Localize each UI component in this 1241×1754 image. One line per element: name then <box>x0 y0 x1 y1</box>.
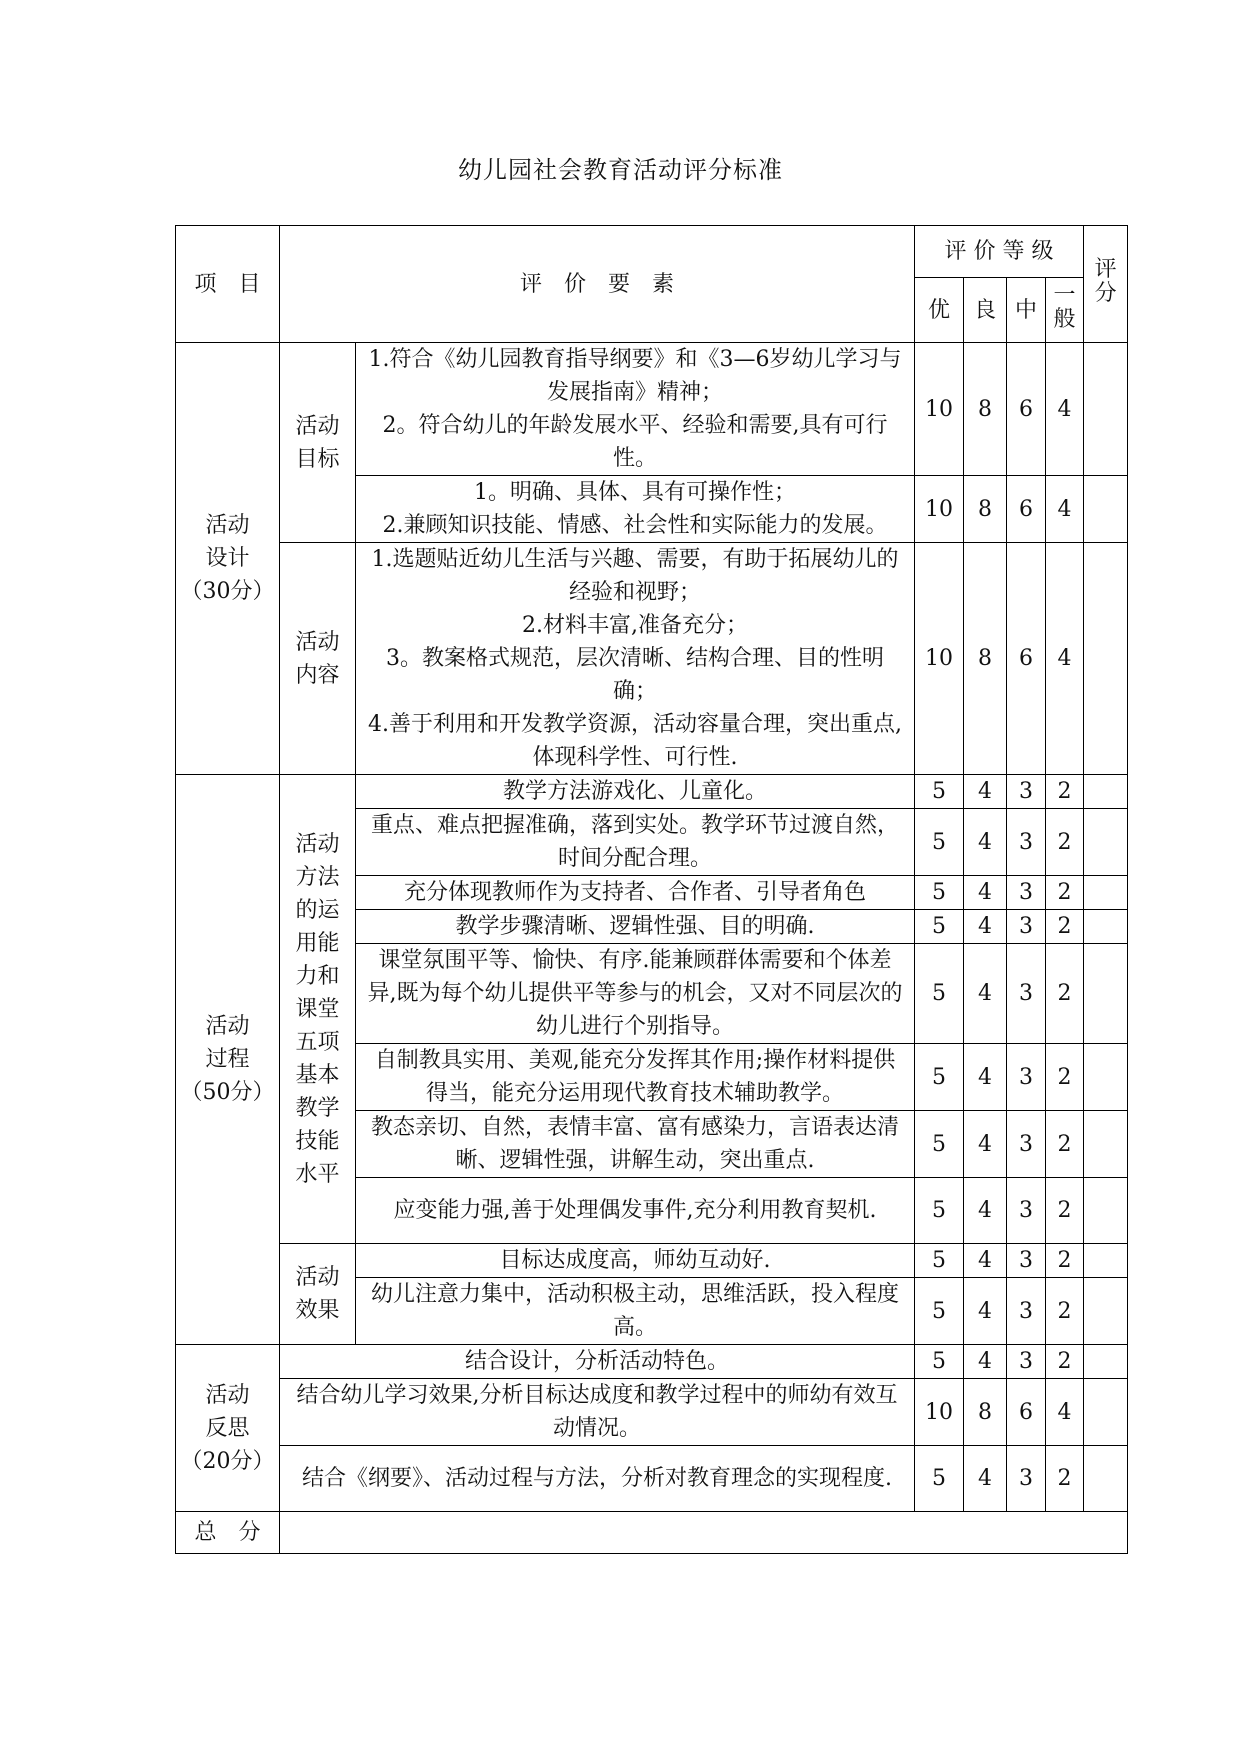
criterion: 1.符合《幼儿园教育指导纲要》和《3—6岁幼儿学习与发展指南》精神； 2。符合幼儿的年龄发展水平、经验和需要,具有可行性。 <box>356 343 915 476</box>
score-cell[interactable] <box>1084 1345 1128 1379</box>
subitem-goal: 活动 目标 <box>280 343 356 543</box>
grade-medium: 中 <box>1007 278 1046 343</box>
score-good: 8 <box>964 476 1007 543</box>
score-medium: 6 <box>1007 543 1046 775</box>
score-fair: 2 <box>1046 1244 1084 1278</box>
criterion: 幼儿注意力集中，活动积极主动，思维活跃，投入程度高。 <box>356 1278 915 1345</box>
score-cell[interactable] <box>1084 775 1128 809</box>
score-medium: 3 <box>1007 910 1046 944</box>
header-score: 评分 <box>1084 226 1128 343</box>
score-fair: 2 <box>1046 775 1084 809</box>
criterion: 结合设计，分析活动特色。 <box>280 1345 915 1379</box>
score-medium: 3 <box>1007 1111 1046 1178</box>
criterion: 教态亲切、自然，表情丰富、富有感染力，言语表达清晰、逻辑性强，讲解生动，突出重点. <box>356 1111 915 1178</box>
score-medium: 3 <box>1007 1446 1046 1512</box>
score-cell[interactable] <box>1084 543 1128 775</box>
score-good: 4 <box>964 1446 1007 1512</box>
score-fair: 2 <box>1046 809 1084 876</box>
score-good: 4 <box>964 876 1007 910</box>
criterion: 教学方法游戏化、儿童化。 <box>356 775 915 809</box>
criterion: 充分体现教师作为支持者、合作者、引导者角色 <box>356 876 915 910</box>
score-excellent: 10 <box>915 543 964 775</box>
criterion: 重点、难点把握准确，落到实处。教学环节过渡自然，时间分配合理。 <box>356 809 915 876</box>
table-row <box>176 1244 1128 1278</box>
header-item: 项 目 <box>176 226 280 343</box>
score-fair: 4 <box>1046 543 1084 775</box>
score-cell[interactable] <box>1084 1044 1128 1111</box>
score-fair: 4 <box>1046 343 1084 476</box>
score-excellent: 5 <box>915 910 964 944</box>
score-medium: 3 <box>1007 1044 1046 1111</box>
score-cell[interactable] <box>1084 809 1128 876</box>
score-cell[interactable] <box>1084 876 1128 910</box>
score-excellent: 10 <box>915 476 964 543</box>
score-excellent: 5 <box>915 1111 964 1178</box>
score-medium: 3 <box>1007 1345 1046 1379</box>
score-good: 4 <box>964 910 1007 944</box>
criterion: 课堂氛围平等、愉快、有序.能兼顾群体需要和个体差异,既为每个幼儿提供平等参与的机会，又对不同层次的幼儿进行个别指导。 <box>356 944 915 1044</box>
score-medium: 3 <box>1007 809 1046 876</box>
score-excellent: 5 <box>915 1044 964 1111</box>
subitem-effect: 活动 效果 <box>280 1244 356 1345</box>
criterion: 自制教具实用、美观,能充分发挥其作用;操作材料提供得当，能充分运用现代教育技术辅助教学。 <box>356 1044 915 1111</box>
score-good: 4 <box>964 775 1007 809</box>
score-medium: 6 <box>1007 476 1046 543</box>
score-excellent: 5 <box>915 1244 964 1278</box>
score-medium: 6 <box>1007 1379 1046 1446</box>
score-excellent: 5 <box>915 876 964 910</box>
table-row <box>176 1446 1128 1512</box>
score-fair: 4 <box>1046 476 1084 543</box>
total-label: 总 分 <box>176 1512 280 1554</box>
header-row <box>176 226 1128 278</box>
score-good: 4 <box>964 1178 1007 1244</box>
score-good: 8 <box>964 1379 1007 1446</box>
score-fair: 2 <box>1046 1111 1084 1178</box>
score-fair: 2 <box>1046 910 1084 944</box>
score-excellent: 5 <box>915 1278 964 1345</box>
grade-excellent: 优 <box>915 278 964 343</box>
score-cell[interactable] <box>1084 1111 1128 1178</box>
score-good: 4 <box>964 944 1007 1044</box>
score-medium: 3 <box>1007 944 1046 1044</box>
score-fair: 2 <box>1046 1178 1084 1244</box>
section-reflection: 活动 反思 （20分） <box>176 1345 280 1512</box>
subitem-method: 活动 方法 的运 用能 力和 课堂 五项 基本 教学 技能 水平 <box>280 775 356 1244</box>
score-good: 4 <box>964 1345 1007 1379</box>
score-medium: 3 <box>1007 775 1046 809</box>
score-fair: 2 <box>1046 944 1084 1044</box>
table-row <box>176 543 1128 775</box>
score-excellent: 5 <box>915 1178 964 1244</box>
table-row <box>176 1345 1128 1379</box>
score-excellent: 10 <box>915 343 964 476</box>
score-excellent: 10 <box>915 1379 964 1446</box>
criterion: 结合幼儿学习效果,分析目标达成度和教学过程中的师幼有效互动情况。 <box>280 1379 915 1446</box>
table-row <box>176 1379 1128 1446</box>
score-cell[interactable] <box>1084 944 1128 1044</box>
score-good: 4 <box>964 1244 1007 1278</box>
section-process: 活动 过程 （50分） <box>176 775 280 1345</box>
score-medium: 6 <box>1007 343 1046 476</box>
score-fair: 2 <box>1046 1044 1084 1111</box>
score-good: 8 <box>964 343 1007 476</box>
criterion: 1.选题贴近幼儿生活与兴趣、需要，有助于拓展幼儿的经验和视野； 2.材料丰富,准备充分； 3。教案格式规范，层次清晰、结构合理、目的性明确； 4.善于利用和开发教学资源，活动容量合理，突出重点,体现科学性、可行性. <box>356 543 915 775</box>
score-cell[interactable] <box>1084 1446 1128 1512</box>
grade-fair: 一般 <box>1046 278 1084 343</box>
criterion: 教学步骤清晰、逻辑性强、目的明确. <box>356 910 915 944</box>
section-design: 活动 设计 （30分） <box>176 343 280 775</box>
grade-good: 良 <box>964 278 1007 343</box>
rubric-table <box>175 225 1128 1554</box>
score-good: 8 <box>964 543 1007 775</box>
score-fair: 2 <box>1046 1446 1084 1512</box>
score-cell[interactable] <box>1084 1278 1128 1345</box>
score-cell[interactable] <box>1084 1178 1128 1244</box>
table-row <box>176 343 1128 476</box>
score-excellent: 5 <box>915 944 964 1044</box>
score-cell[interactable] <box>1084 1244 1128 1278</box>
score-excellent: 5 <box>915 809 964 876</box>
score-medium: 3 <box>1007 1178 1046 1244</box>
criterion: 目标达成度高，师幼互动好. <box>356 1244 915 1278</box>
score-medium: 3 <box>1007 1244 1046 1278</box>
score-fair: 4 <box>1046 1379 1084 1446</box>
score-medium: 3 <box>1007 1278 1046 1345</box>
header-grade: 评 价 等 级 <box>915 226 1084 278</box>
score-excellent: 5 <box>915 775 964 809</box>
score-cell[interactable] <box>1084 910 1128 944</box>
total-score-cell[interactable] <box>280 1512 1128 1554</box>
score-excellent: 5 <box>915 1446 964 1512</box>
criterion: 1。明确、具体、具有可操作性； 2.兼顾知识技能、情感、社会性和实际能力的发展。 <box>356 476 915 543</box>
score-excellent: 5 <box>915 1345 964 1379</box>
score-fair: 2 <box>1046 876 1084 910</box>
criterion: 结合《纲要》、活动过程与方法，分析对教育理念的实现程度. <box>280 1446 915 1512</box>
score-good: 4 <box>964 809 1007 876</box>
score-good: 4 <box>964 1044 1007 1111</box>
score-good: 4 <box>964 1111 1007 1178</box>
score-cell[interactable] <box>1084 476 1128 543</box>
criterion: 应变能力强,善于处理偶发事件,充分利用教育契机. <box>356 1178 915 1244</box>
score-fair: 2 <box>1046 1345 1084 1379</box>
score-good: 4 <box>964 1278 1007 1345</box>
score-fair: 2 <box>1046 1278 1084 1345</box>
score-medium: 3 <box>1007 876 1046 910</box>
total-row <box>176 1512 1128 1554</box>
header-elements: 评 价 要 素 <box>280 226 915 343</box>
page-title: 幼儿园社会教育活动评分标准 <box>458 156 783 184</box>
score-cell[interactable] <box>1084 343 1128 476</box>
score-cell[interactable] <box>1084 1379 1128 1446</box>
subitem-content: 活动 内容 <box>280 543 356 775</box>
table-row <box>176 775 1128 809</box>
